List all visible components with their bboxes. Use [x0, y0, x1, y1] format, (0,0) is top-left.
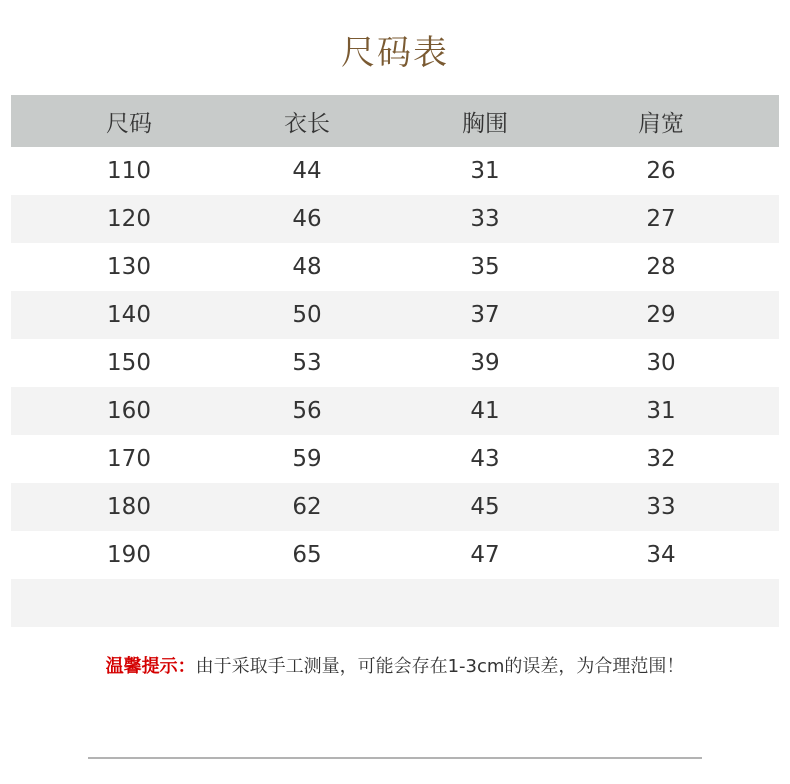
table-row	[11, 243, 779, 291]
cell-length: 50	[292, 302, 322, 328]
notice	[0, 653, 790, 681]
cell-chest: 35	[470, 254, 500, 280]
cell-chest: 33	[470, 206, 500, 232]
table-row	[11, 291, 779, 339]
header-length: 衣长	[284, 110, 330, 137]
cell-chest: 37	[470, 302, 500, 328]
header-chest: 胸围	[462, 110, 508, 137]
cell-length: 53	[292, 350, 322, 376]
cell-shoulder: 33	[646, 494, 676, 520]
cell-length: 59	[292, 446, 322, 472]
cell-size: 190	[107, 542, 151, 568]
table-row-empty	[11, 579, 779, 627]
cell-shoulder: 28	[646, 254, 676, 280]
cell-chest: 47	[470, 542, 500, 568]
table-header-row	[11, 95, 779, 147]
cell-shoulder: 27	[646, 206, 676, 232]
cell-size: 160	[107, 398, 151, 424]
table-row	[11, 147, 779, 195]
cell-chest: 43	[470, 446, 500, 472]
cell-size: 170	[107, 446, 151, 472]
table-row	[11, 435, 779, 483]
cell-size: 180	[107, 494, 151, 520]
notice-label: 温馨提示：	[105, 656, 196, 677]
cell-size: 140	[107, 302, 151, 328]
cell-shoulder: 30	[646, 350, 676, 376]
cell-shoulder: 29	[646, 302, 676, 328]
cell-size: 120	[107, 206, 151, 232]
header-size: 尺码	[106, 110, 152, 137]
size-table	[11, 95, 779, 627]
table-row	[11, 531, 779, 579]
cell-size: 150	[107, 350, 151, 376]
cell-chest: 45	[470, 494, 500, 520]
cell-shoulder: 34	[646, 542, 676, 568]
cell-chest: 41	[470, 398, 500, 424]
table-row	[11, 387, 779, 435]
table-row	[11, 195, 779, 243]
cell-length: 56	[292, 398, 322, 424]
cell-shoulder: 32	[646, 446, 676, 472]
table-row	[11, 483, 779, 531]
cell-shoulder: 26	[646, 158, 676, 184]
header-shoulder: 肩宽	[638, 110, 684, 137]
cell-length: 65	[292, 542, 322, 568]
page-title: 尺码表	[341, 33, 449, 73]
cell-chest: 39	[470, 350, 500, 376]
cell-length: 62	[292, 494, 322, 520]
cell-shoulder: 31	[646, 398, 676, 424]
table-row	[11, 339, 779, 387]
notice-text: 由于采取手工测量，可能会存在1-3cm的误差，为合理范围！	[195, 656, 685, 677]
cell-length: 44	[292, 158, 322, 184]
cell-size: 110	[107, 158, 151, 184]
cell-chest: 31	[470, 158, 500, 184]
bottom-divider	[88, 757, 702, 759]
cell-length: 46	[292, 206, 322, 232]
cell-size: 130	[107, 254, 151, 280]
cell-length: 48	[292, 254, 322, 280]
